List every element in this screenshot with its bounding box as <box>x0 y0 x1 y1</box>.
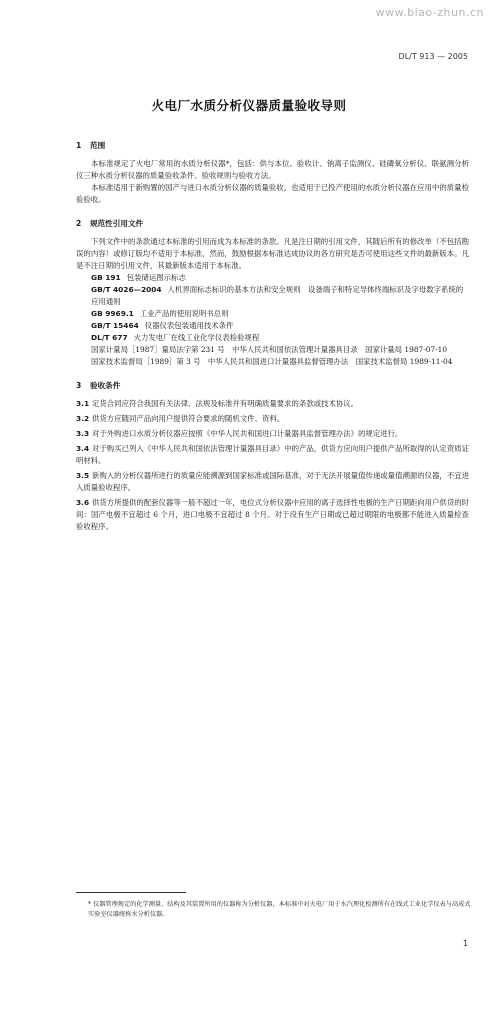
reference-title: 人机界面标志标识的基本方法和安全规则 设备端子和特定导体终端标识及字母数字系统的应用通则 <box>91 285 464 306</box>
reference-code: GB/T 15464 <box>91 321 139 330</box>
reference-title: 仪器仪表包装通用技术条件 <box>144 321 234 330</box>
document-body <box>76 140 469 536</box>
clause <box>76 398 469 410</box>
document-title: 火电厂水质分析仪器质量验收导则 <box>151 98 347 113</box>
paragraph: 本标准适用于新购置的国产与进口水质分析仪器的质量验收，也适用于已投产使用的水质分析仪器在应用中的质量检验验收。 <box>76 183 469 204</box>
reference-code: GB 191 <box>91 273 121 282</box>
clause <box>76 443 469 467</box>
reference-item <box>76 332 469 344</box>
clause-number: 3.1 <box>76 399 90 408</box>
reference-item <box>76 272 469 284</box>
clause-text: 供货方所提供的配套仪器等一般不超过一年，电位式分析仪器中应用的离子选择性电极的生产日期距向用户供货的时间：国产电极不宜超过 6 个月，进口电极不宜超过 8 个月。对于没有生产日期或已超过期限的电极都不能进入质量检查验收程序。 <box>76 498 469 531</box>
reference-code: GB/T 4026—2004 <box>91 285 162 294</box>
section-number: 2 <box>76 219 82 228</box>
reference-item <box>76 284 469 308</box>
reference-code: GB 9969.1 <box>91 309 134 318</box>
section-heading-normative-references <box>76 218 469 230</box>
section-title: 范围 <box>90 141 106 150</box>
clause-text: 对于购买已列入《中华人民共和国依法管理计量器具目录》中的产品，供货方应向用户提供产品所取得的认定资质证明材料。 <box>76 444 469 465</box>
clause <box>76 470 469 494</box>
clause-text: 供货方应随同产品向用户提供符合要求的随机文件、资料。 <box>92 414 285 423</box>
section-heading-scope <box>76 140 469 152</box>
clause <box>76 497 469 533</box>
clause <box>76 428 469 440</box>
standard-number: DL/T 913 — 2005 <box>398 52 468 61</box>
footnote-divider <box>76 892 186 893</box>
paragraph: 下列文件中的条款通过本标准的引用而成为本标准的条款。凡是注日期的引用文件，其随后所有的修改单（不包括勘误的内容）或修订版均不适用于本标准，然而，鼓励根据本标准达成协议的各方研究是否可使用这些文件的最新版本。凡是不注日期的引用文件，其最新版本适用于本标准。 <box>76 237 469 270</box>
clause-text: 定货合同应符合我国有关法律、法规及标准并有明确质量要求的条款或技术协议。 <box>92 399 359 408</box>
clause-number: 3.3 <box>76 429 90 438</box>
section-title: 规范性引用文件 <box>90 219 144 228</box>
reference-item: 国家技术监督局［1989］第 3 号 中华人民共和国进口计量器具监督管理办法 国家技术监督局 1989-11-04 <box>91 357 453 366</box>
reference-title: 工业产品的使用说明书总则 <box>139 309 229 318</box>
reference-code: DL/T 677 <box>91 333 128 342</box>
clause-number: 3.6 <box>76 498 90 507</box>
reference-item <box>76 320 469 332</box>
clause-number: 3.4 <box>76 444 90 453</box>
clause <box>76 413 469 425</box>
clause-number: 3.2 <box>76 414 90 423</box>
reference-item <box>76 308 469 320</box>
section-number: 3 <box>76 381 82 390</box>
clause-text: 对于外购进口水质分析仪器应按照《中华人民共和国进口计量器具监督管理办法》的规定进行。 <box>92 429 403 438</box>
paragraph: 本标准规定了火电厂常用的水质分析仪器*，包括：供与本位、验收计、钠离子监测仪、硅磷氧分析仪、联氨测分析仪三种水质分析仪器的质量验收条件、验收规则与验收方法。 <box>76 159 469 180</box>
section-heading-acceptance-conditions <box>76 380 469 392</box>
section-number: 1 <box>76 141 82 150</box>
reference-title: 火力发电厂在线工业化学仪表检验规程 <box>133 333 260 342</box>
reference-title: 包装储运图示标志 <box>126 273 186 282</box>
section-title: 验收条件 <box>90 381 121 390</box>
clause-text: 新购入的分析仪器所进行的质量应能溯源到国家标准或国际基准，对于无法开展量值传递或量值溯源的仪器，不宜进入质量验收程序。 <box>76 471 469 492</box>
page-number: 1 <box>462 939 468 948</box>
reference-item: 国家计量局［1987］量局法字第 231 号 中华人民共和国依法管理计量器具目录 国家计量局 1987-07-10 <box>91 345 448 354</box>
footnote: * 仪器管理规定的化学测量、结构及其装置所用的仪器称为分析仪器，本标准中对火电厂用于水汽理化检测所有在线式工业化学仪表与高成式实验室仪器统称水分析仪器。 <box>88 901 471 918</box>
watermark: www.biao-zhun.cn <box>375 6 484 19</box>
clause-number: 3.5 <box>76 471 90 480</box>
